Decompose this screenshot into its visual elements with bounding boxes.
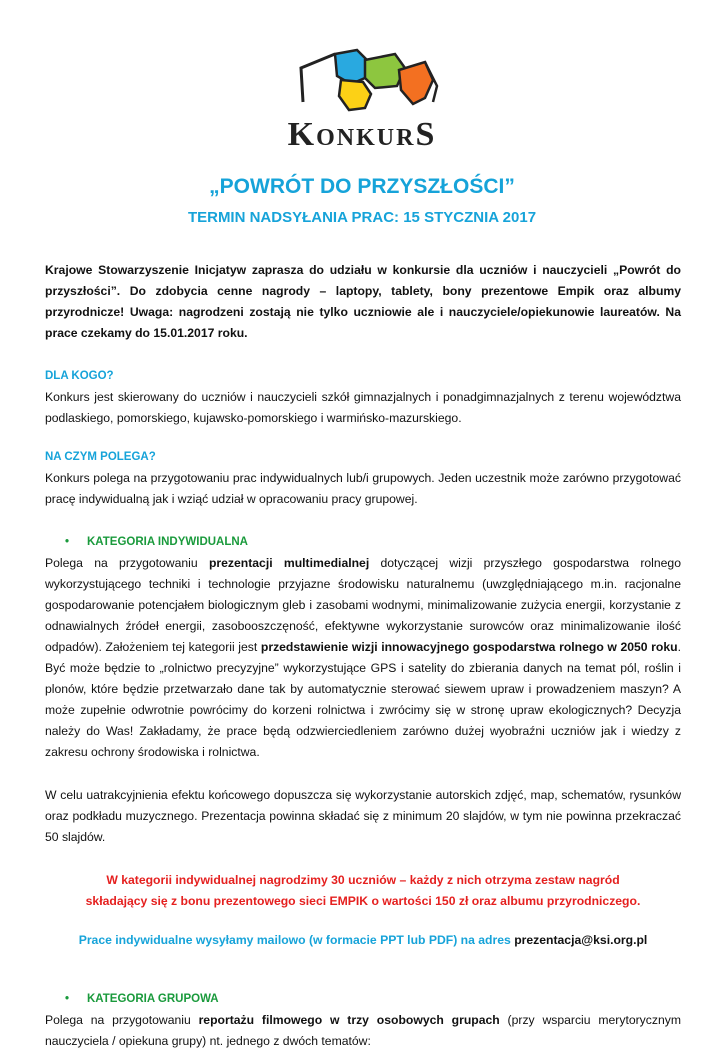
intro-paragraph: Krajowe Stowarzyszenie Inicjatyw zaprasza do udziału w konkursie dla uczniów i nauczycieli „Powrót do przyszłości”. Do zdobycia cenne nagrody – laptopy, tablety, bony prezentowe Empik oraz albumy przyrodnicze! Uwaga: nagrodzeni zostają nie tylko uczniowie ale i nauczyciele/opiekunowie laureatów. Na prace czekamy do 15.01.2017 roku. [45,263,681,340]
individual-requirements: W celu uatrakcyjnienia efektu końcowego dopuszcza się wykorzystanie autorskich zdjęć, map, schematów, rysunków oraz podkładu muzycznego. Prezentacja powinna składać się z minimum 20 slajdów, w tym nie powinna przekraczać 50 slajdów. [45,788,681,844]
group-category-heading [65,989,681,1010]
deadline-subtitle: TERMIN NADSYŁANIA PRAC: 15 STYCZNIA 2017 [187,209,537,226]
bullet-icon: • [65,993,70,1005]
bullet-icon: • [65,536,70,548]
text-run: Polega na przygotowaniu [45,556,209,570]
for-whom-text: Konkurs jest skierowany do uczniów i nauczycieli szkół gimnazjalnych i ponadgimnazjalnych z terenu województwa podlaskiego, pomorskiego, kujawsko-pomorskiego i warmińsko-mazurskiego. [45,390,681,425]
group-category-label: KATEGORIA GRUPOWA [87,993,219,1005]
individual-category-heading [65,532,681,553]
document-title: „POWRÓT DO PRZYSZŁOŚCI” [209,175,515,198]
about-text: Konkurs polega na przygotowaniu prac indywidualnych lub/i grupowych. Jeden uczestnik może zarówno przygotować pracę indywidualną jak i wziąć udział w opracowaniu pracy grupowej. [45,471,681,506]
document-body [45,260,681,1052]
email-link[interactable]: prezentacja@ksi.org.pl [514,933,648,947]
konkurs-logo [265,40,455,153]
for-whom-heading: DLA KOGO? [45,370,114,382]
bold-run: prezentacji multimedialnej [208,556,370,570]
prize-line-2: składający się z bonu prezentowego sieci EMPIK o wartości 150 zł oraz albumu przyrodniczego. [85,894,641,908]
text-run: (przy wsparciu merytorycznym nauczyciela / opiekuna grupy) nt. jednego z dwóch tematów: [45,1013,681,1048]
submission-text: Prace indywidualne wysyłamy mailowo (w formacie PPT lub PDF) na adres [78,933,515,947]
bold-run: reportażu filmowego w trzy osobowych grupach [198,1013,500,1027]
text-run: dotyczącej wizji przyszłego gospodarstwa rolnego wykorzystującego techniki i technologie przyjazne środowisku naturalnemu (uwzględniającego m.in. racjonalne gospodarowanie potencjałem biologicznym gleb i zasobami wodnymi, minimalizowanie zużycia energii, korzystanie z odnawialnych źródeł energii, zasobooszczęność, efektywne wykorzystanie surowców oraz minimalizowanie ilość odpadów). Założeniem tej kategorii jest [45,556,681,654]
logo-text: KONKURS [287,116,437,153]
individual-description [45,553,681,763]
about-heading: NA CZYM POLEGA? [45,451,156,463]
logo-puzzle-graphic [265,40,455,120]
submission-info [45,930,681,951]
text-run: . Być może będzie to „rolnictwo precyzyjne” wykorzystujące GPS i satelity do zbierania danych na temat pól, roślin i plonów, które będzie przetwarzało dane tak by automatycznie sterować siewem upraw i prowadzeniem maszyn? A może zupełnie odwrotnie powrócimy do korzeni rolnictwa i zwrócimy się w stronę upraw ekologicznych? Decyzja należy do Was! Zakładamy, że prace będą odzwierciedleniem zarówno dużej wyobraźni uczniów jak i wiedzy z zakresu ochrony środowiska i rolnictwa. [45,640,681,759]
prize-line-1: W kategorii indywidualnej nagrodzimy 30 uczniów – każdy z nich otrzyma zestaw nagród [106,873,620,887]
bold-run: przedstawienie wizji innowacyjnego gospodarstwa rolnego w 2050 roku [260,640,678,654]
individual-category-label: KATEGORIA INDYWIDUALNA [87,536,248,548]
text-run: Polega na przygotowaniu [45,1013,199,1027]
group-description [45,1010,681,1052]
